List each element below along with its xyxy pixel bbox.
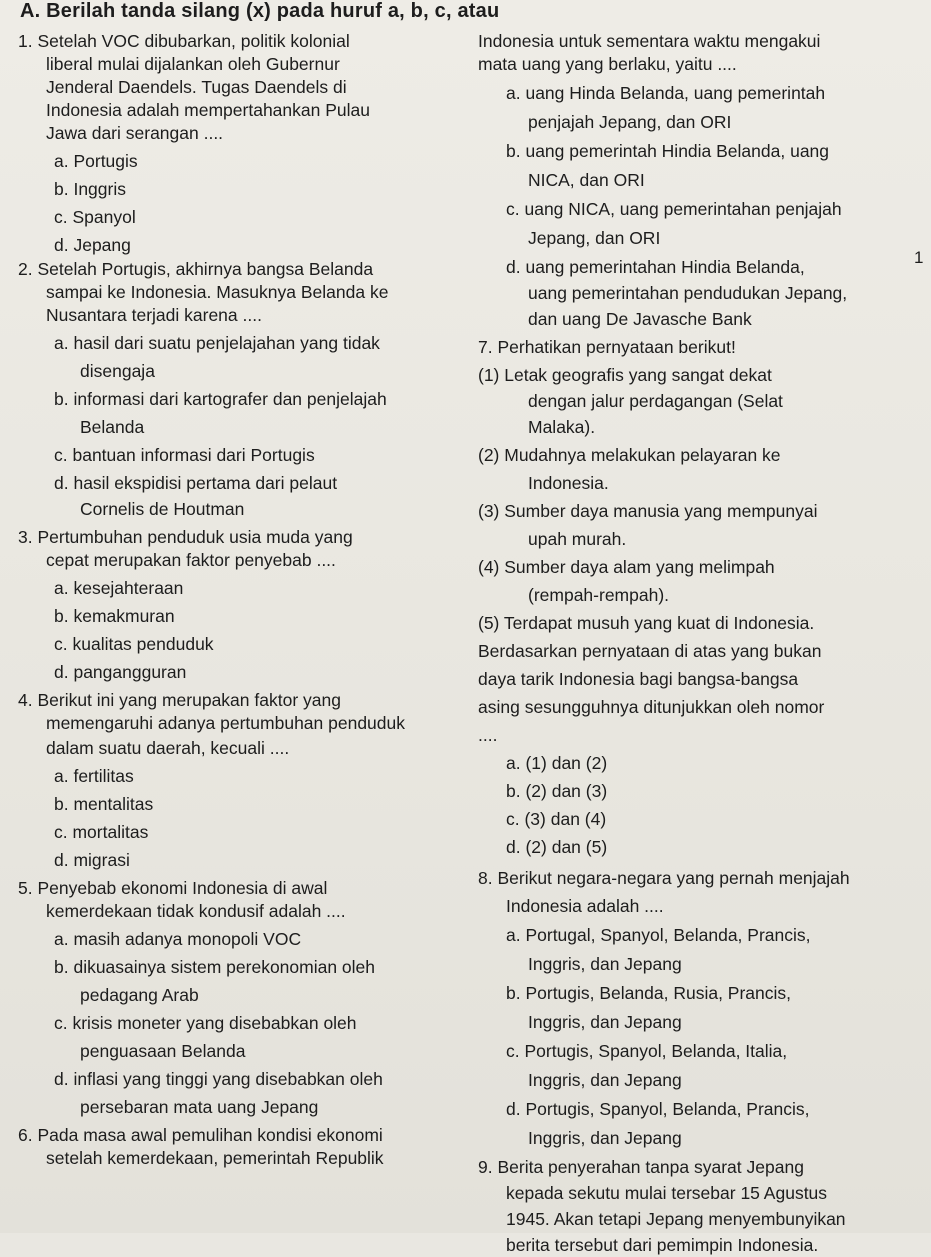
- text-line: 1945. Akan tetapi Jepang menyembunyikan: [506, 1209, 846, 1229]
- text-line: c. (3) dan (4): [506, 809, 607, 829]
- text-line: 1. Setelah VOC dibubarkan, politik kolonial: [18, 31, 350, 51]
- text-line: berita tersebut dari pemimpin Indonesia.: [506, 1235, 819, 1255]
- text-line: b. informasi dari kartografer dan penjelajah: [54, 389, 387, 409]
- text-line: d. uang pemerintahan Hindia Belanda,: [506, 257, 805, 277]
- text-line: c. mortalitas: [54, 822, 149, 842]
- text-line: dan uang De Javasche Bank: [528, 309, 752, 329]
- text-line: Malaka).: [528, 417, 596, 437]
- text-line: (5) Terdapat musuh yang kuat di Indonesia.: [478, 613, 815, 633]
- left-column: [18, 30, 473, 1170]
- text-line: (rempah-rempah).: [528, 585, 670, 605]
- text-line: setelah kemerdekaan, pemerintah Republik: [46, 1148, 384, 1168]
- text-line: persebaran mata uang Jepang: [80, 1097, 319, 1117]
- text-line: mata uang yang berlaku, yaitu ....: [478, 54, 737, 74]
- text-line: a. hasil dari suatu penjelajahan yang tidak: [54, 333, 380, 353]
- text-line: Inggris, dan Jepang: [528, 1128, 682, 1148]
- text-line: d. (2) dan (5): [506, 837, 608, 857]
- text-line: b. (2) dan (3): [506, 781, 608, 801]
- text-line: daya tarik Indonesia bagi bangsa-bangsa: [478, 669, 799, 689]
- text-line: (4) Sumber daya alam yang melimpah: [478, 557, 775, 577]
- text-line: Indonesia.: [528, 473, 609, 493]
- text-line: d. Jepang: [54, 235, 131, 255]
- text-line: ....: [478, 725, 498, 745]
- text-line: a. fertilitas: [54, 766, 134, 786]
- text-line: b. dikuasainya sistem perekonomian oleh: [54, 957, 376, 977]
- text-line: a. Portugis: [54, 151, 138, 171]
- text-line: 5. Penyebab ekonomi Indonesia di awal: [18, 878, 328, 898]
- text-line: b. Portugis, Belanda, Rusia, Prancis,: [506, 983, 792, 1003]
- text-line: d. pangangguran: [54, 662, 187, 682]
- text-line: NICA, dan ORI: [528, 170, 645, 190]
- text-line: penguasaan Belanda: [80, 1041, 246, 1061]
- text-line: c. Spanyol: [54, 207, 136, 227]
- text-line: dengan jalur perdagangan (Selat: [528, 391, 783, 411]
- text-line: 3. Pertumbuhan penduduk usia muda yang: [18, 527, 353, 547]
- text-line: c. kualitas penduduk: [54, 634, 214, 654]
- text-line: d. migrasi: [54, 850, 130, 870]
- text-line: kepada sekutu mulai tersebar 15 Agustus: [506, 1183, 828, 1203]
- text-line: c. bantuan informasi dari Portugis: [54, 445, 315, 465]
- text-line: dalam suatu daerah, kecuali ....: [46, 738, 290, 758]
- text-line: upah murah.: [528, 529, 627, 549]
- right-column: [478, 30, 923, 1257]
- text-line: Belanda: [80, 417, 145, 437]
- text-line: a. uang Hinda Belanda, uang pemerintah: [506, 83, 826, 103]
- text-line: sampai ke Indonesia. Masuknya Belanda ke: [46, 282, 389, 302]
- text-line: a. (1) dan (2): [506, 753, 608, 773]
- text-line: b. uang pemerintah Hindia Belanda, uang: [506, 141, 830, 161]
- text-line: Jepang, dan ORI: [528, 228, 661, 248]
- text-line: a. masih adanya monopoli VOC: [54, 929, 302, 949]
- text-line: Inggris, dan Jepang: [528, 1012, 682, 1032]
- text-line: (3) Sumber daya manusia yang mempunyai: [478, 501, 818, 521]
- text-line: d. Portugis, Spanyol, Belanda, Prancis,: [506, 1099, 810, 1119]
- text-line: b. Inggris: [54, 179, 126, 199]
- text-line: Indonesia untuk sementara waktu mengakui: [478, 31, 821, 51]
- text-line: 4. Berikut ini yang merupakan faktor yang: [18, 690, 341, 710]
- text-line: penjajah Jepang, dan ORI: [528, 112, 732, 132]
- text-line: b. mentalitas: [54, 794, 154, 814]
- text-line: d. inflasi yang tinggi yang disebabkan oleh: [54, 1069, 383, 1089]
- text-line: Jenderal Daendels. Tugas Daendels di: [46, 77, 347, 97]
- text-line: 2. Setelah Portugis, akhirnya bangsa Belanda: [18, 259, 374, 279]
- text-line: Indonesia adalah mempertahankan Pulau: [46, 100, 370, 120]
- text-line: b. kemakmuran: [54, 606, 175, 626]
- text-line: pedagang Arab: [80, 985, 199, 1005]
- text-line: 8. Berikut negara-negara yang pernah menjajah: [478, 868, 850, 888]
- text-line: a. kesejahteraan: [54, 578, 184, 598]
- text-line: Inggris, dan Jepang: [528, 954, 682, 974]
- text-line: 9. Berita penyerahan tanpa syarat Jepang: [478, 1157, 804, 1177]
- text-line: memengaruhi adanya pertumbuhan penduduk: [46, 713, 406, 733]
- text-line: Jawa dari serangan ....: [46, 123, 224, 143]
- text-line: disengaja: [80, 361, 155, 381]
- text-line: (1) Letak geografis yang sangat dekat: [478, 365, 772, 385]
- text-line: Indonesia adalah ....: [506, 896, 664, 916]
- text-line: c. krisis moneter yang disebabkan oleh: [54, 1013, 357, 1033]
- text-line: Inggris, dan Jepang: [528, 1070, 682, 1090]
- text-line: uang pemerintahan pendudukan Jepang,: [528, 283, 848, 303]
- text-line: (2) Mudahnya melakukan pelayaran ke: [478, 445, 781, 465]
- text-line: c. uang NICA, uang pemerintahan penjajah: [506, 199, 842, 219]
- text-line: d. hasil ekspidisi pertama dari pelaut: [54, 473, 338, 493]
- text-line: 7. Perhatikan pernyataan berikut!: [478, 337, 736, 357]
- margin-mark: 1: [914, 248, 924, 267]
- text-line: cepat merupakan faktor penyebab ....: [46, 550, 336, 570]
- section-header: A. Berilah tanda silang (x) pada huruf a, b, c, atau: [20, 0, 500, 22]
- text-line: 6. Pada masa awal pemulihan kondisi ekonomi: [18, 1125, 383, 1145]
- text-line: c. Portugis, Spanyol, Belanda, Italia,: [506, 1041, 788, 1061]
- text-line: Cornelis de Houtman: [80, 499, 245, 519]
- text-line: a. Portugal, Spanyol, Belanda, Prancis,: [506, 925, 811, 945]
- text-line: kemerdekaan tidak kondusif adalah ....: [46, 901, 346, 921]
- text-line: Berdasarkan pernyataan di atas yang bukan: [478, 641, 822, 661]
- text-line: asing sesungguhnya ditunjukkan oleh nomor: [478, 697, 825, 717]
- text-line: liberal mulai dijalankan oleh Gubernur: [46, 54, 340, 74]
- text-line: Nusantara terjadi karena ....: [46, 305, 262, 325]
